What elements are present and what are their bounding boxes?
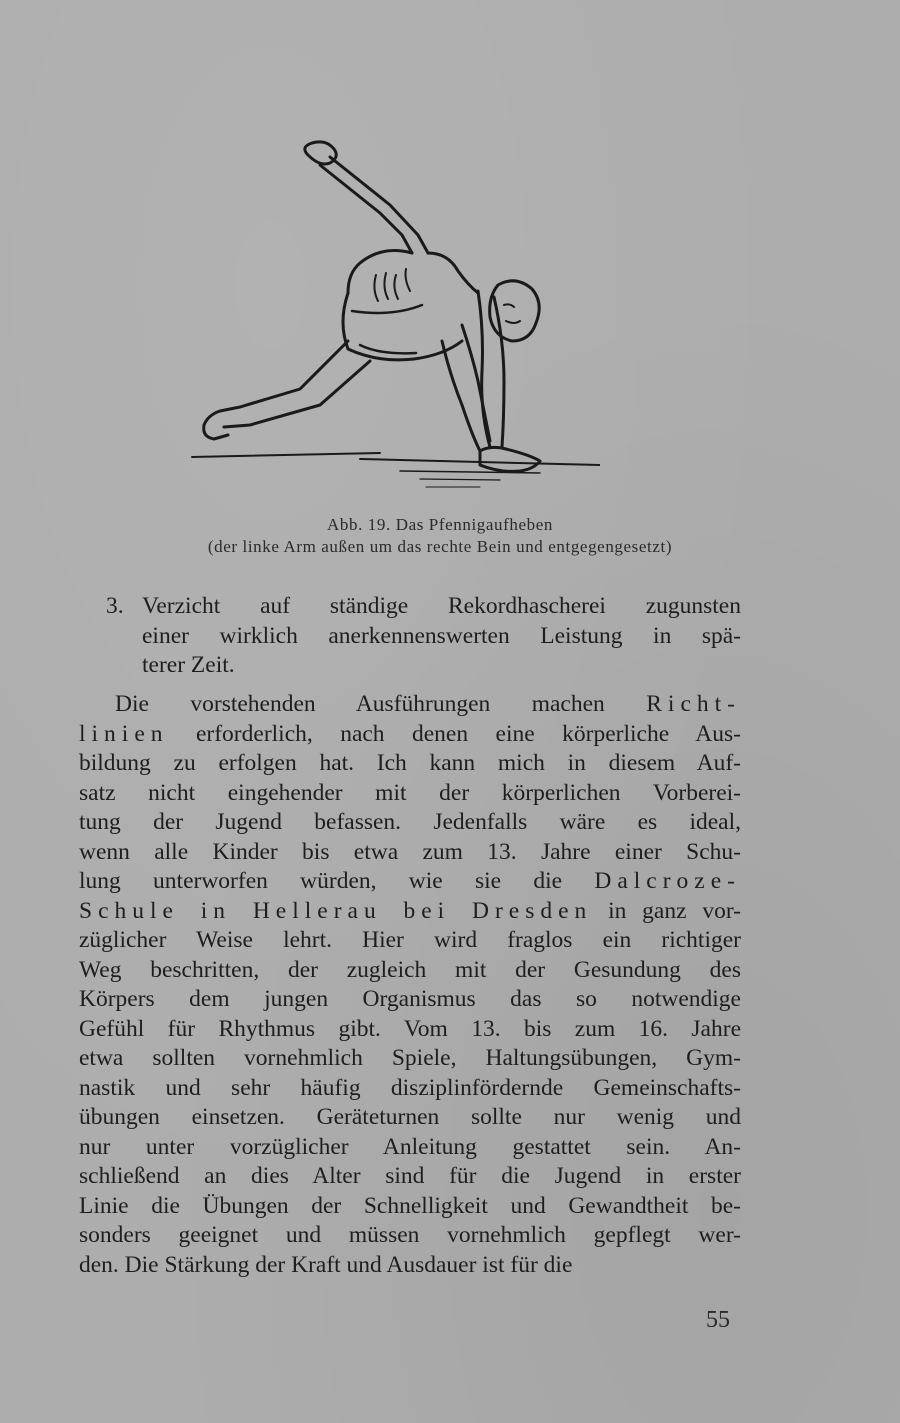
paragraph-line: tung der Jugend befassen. Jedenfalls wäre es ideal, bbox=[79, 809, 741, 835]
paragraph-line: Gefühl für Rhythmus gibt. Vom 13. bis zum 16. Jahre bbox=[79, 1015, 741, 1042]
list-item-line: terer Zeit. bbox=[142, 652, 235, 678]
paragraph-line: übungen einsetzen. Geräteturnen sollte nur wenig und bbox=[79, 1104, 741, 1130]
paragraph-line: den. Die Stärkung der Kraft und Ausdauer ist für die bbox=[79, 1251, 573, 1278]
list-item-number: 3. bbox=[106, 593, 124, 619]
paragraph-line bbox=[79, 897, 741, 927]
paragraph-line: nur unter vorzüglicher Anleitung gestattet sein. An- bbox=[79, 1133, 741, 1160]
spaced-emphasis: Schule in Hellerau bei Dresden bbox=[79, 897, 593, 924]
figure-caption-title: Abb. 19. Das Pfennigaufheben bbox=[327, 515, 553, 534]
body-paragraph bbox=[79, 690, 741, 1280]
list-item-3 bbox=[106, 592, 741, 681]
paragraph-line: satz nicht eingehender mit der körperlichen Vorberei- bbox=[79, 779, 741, 806]
athlete-picking-up-coin-drawing bbox=[180, 135, 600, 495]
paragraph-line: sonders geeignet und müssen vornehmlich gepflegt wer- bbox=[79, 1222, 741, 1248]
paragraph-line: Körpers dem jungen Organismus das so notwendige bbox=[79, 986, 741, 1012]
paragraph-line: Weg beschritten, der zugleich mit der Gesundung des bbox=[79, 956, 741, 983]
paragraph-line: bildung zu erfolgen hat. Ich kann mich in diesem Auf- bbox=[79, 750, 741, 776]
list-item-line: Verzicht auf ständige Rekordhascherei zugunsten bbox=[142, 593, 741, 619]
spaced-emphasis: Richt- bbox=[646, 691, 741, 717]
paragraph-line: wenn alle Kinder bis etwa zum 13. Jahre einer Schu- bbox=[79, 838, 741, 865]
spaced-emphasis: Dalcroze- bbox=[594, 868, 741, 894]
paragraph-line bbox=[79, 690, 741, 720]
paragraph-line: Linie die Übungen der Schnelligkeit und Gewandtheit be- bbox=[79, 1192, 741, 1219]
page-number: 55 bbox=[706, 1307, 730, 1333]
paragraph-line: züglicher Weise lehrt. Hier wird fraglos ein richtiger bbox=[79, 927, 741, 953]
text-run: Die vorstehenden Ausführungen machen bbox=[115, 691, 647, 717]
list-item-line: einer wirklich anerkennenswerten Leistung in spä- bbox=[142, 622, 741, 649]
paragraph-line: schließend an dies Alter sind für die Jugend in erster bbox=[79, 1163, 741, 1189]
text-run: in ganz vor- bbox=[592, 897, 741, 924]
figure-illustration bbox=[180, 135, 600, 495]
paragraph-line bbox=[79, 720, 741, 750]
figure-caption-description: (der linke Arm außen um das rechte Bein und entgegengesetzt) bbox=[207, 537, 673, 556]
spaced-emphasis: linien bbox=[79, 720, 169, 747]
paragraph-line: nastik und sehr häufig disziplinfördernde Gemeinschafts- bbox=[79, 1074, 741, 1101]
paragraph-line: etwa sollten vornehmlich Spiele, Haltungsübungen, Gym- bbox=[79, 1045, 741, 1071]
text-run: lung unterworfen würden, wie sie die bbox=[79, 868, 595, 894]
text-run: erforderlich, nach denen eine körperliche Aus- bbox=[168, 720, 741, 747]
list-item-text bbox=[106, 592, 741, 681]
paragraph-line bbox=[79, 867, 741, 897]
